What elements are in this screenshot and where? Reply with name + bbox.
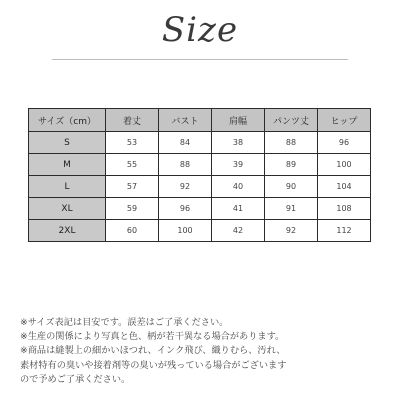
table-cell: 92	[265, 220, 318, 242]
table-cell: 84	[159, 132, 212, 154]
size-label: XL	[29, 198, 106, 220]
header-bust: バスト	[159, 109, 212, 132]
table-cell: 88	[159, 154, 212, 176]
table-cell: 57	[106, 176, 159, 198]
header-shoulder: 肩幅	[212, 109, 265, 132]
size-chart-table	[28, 108, 371, 242]
note-line: 素材特有の臭いや接着剤等の臭いが残っている場合がございます	[20, 359, 287, 371]
header-size-cm: サイズ（cm）	[29, 109, 106, 132]
header-hip: ヒップ	[318, 109, 371, 132]
table-cell: 55	[106, 154, 159, 176]
table-row	[29, 198, 371, 220]
table-cell: 96	[159, 198, 212, 220]
table-cell: 53	[106, 132, 159, 154]
table-cell: 39	[212, 154, 265, 176]
table-cell: 60	[106, 220, 159, 242]
table-cell: 92	[159, 176, 212, 198]
table-cell: 112	[318, 220, 371, 242]
table-cell: 42	[212, 220, 265, 242]
table-row	[29, 176, 371, 198]
table-header-row	[29, 109, 371, 132]
note-line: ※商品は縫製上の細かいほつれ、インク飛び、織りむら、汚れ、	[20, 345, 286, 357]
size-label: L	[29, 176, 106, 198]
note-line: ※サイズ表記は目安です。誤差はご了承ください。	[20, 317, 229, 328]
table-cell: 100	[159, 220, 212, 242]
table-cell: 91	[265, 198, 318, 220]
table-cell: 38	[212, 132, 265, 154]
table-cell: 90	[265, 176, 318, 198]
title-divider	[52, 59, 348, 60]
page-title: Size	[161, 10, 239, 50]
size-label: M	[29, 154, 106, 176]
table-row	[29, 220, 371, 242]
header-pants-length: パンツ丈	[265, 109, 318, 132]
table-cell: 104	[318, 176, 371, 198]
table-cell: 40	[212, 176, 265, 198]
table-cell: 89	[265, 154, 318, 176]
note-line: ので予めご了承ください。	[20, 373, 131, 385]
table-cell: 88	[265, 132, 318, 154]
size-label: 2XL	[29, 220, 106, 242]
notes-list	[20, 316, 390, 387]
table-cell: 59	[106, 198, 159, 220]
table-row	[29, 154, 371, 176]
size-label: S	[29, 132, 106, 154]
note-line: ※生産の関係により写真と色、柄が若干異なる場合があります。	[20, 331, 285, 343]
table-row	[29, 132, 371, 154]
table-cell: 108	[318, 198, 371, 220]
table-cell: 41	[212, 198, 265, 220]
header-length: 着丈	[106, 109, 159, 132]
table-cell: 100	[318, 154, 371, 176]
table-cell: 96	[318, 132, 371, 154]
